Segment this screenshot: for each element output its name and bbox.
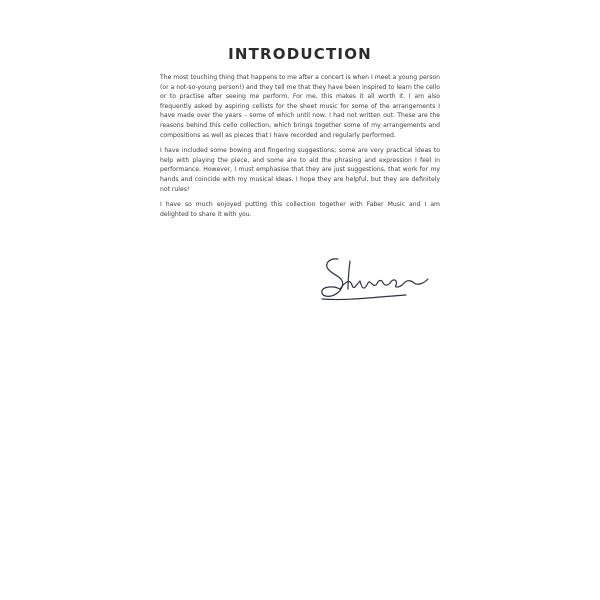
introduction-body xyxy=(160,73,440,225)
paragraph-3: I have so much enjoyed putting this collection together with Faber Music and I am delighted to share it with you. xyxy=(160,201,440,218)
page-title: INTRODUCTION xyxy=(228,45,372,63)
paragraph-2: I have included some bowing and fingering suggestions; some are very practical ideas to help with playing the piece, and some are to aid the phrasing and expression I feel in performance. However, I must emphasise that they are just suggestions, that work for my hands and coincide with my musical ideas. I hope they are helpful, but they are definitely not rules! xyxy=(160,147,440,193)
paragraph-1: The most touching thing that happens to me after a concert is when I meet a young person (or a not-so-young person!) and they tell me that they have been inspired to learn the cello or to practise after seeing me perform. For me, this makes it all worth it. I am also frequently asked by aspiring cellists for the sheet music for some of the arrangements I have made over the years – some of which until now, I had not written out. These are the reasons behind this cello collection, which brings together some of my arrangements and compositions as well as pieces that I have recorded and regularly performed. xyxy=(160,74,440,139)
signature xyxy=(316,255,438,305)
